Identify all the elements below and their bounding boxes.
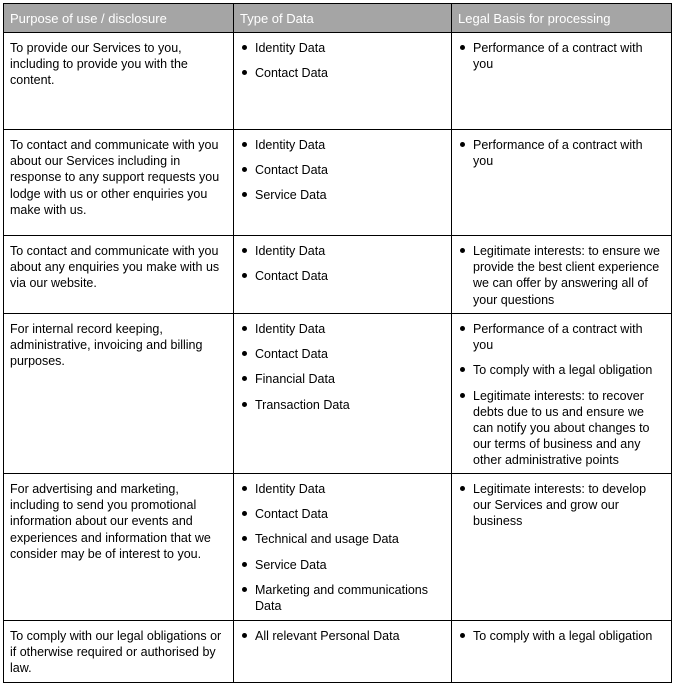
table-body — [4, 33, 672, 683]
legal-basis-item: To comply with a legal obligation — [458, 628, 665, 644]
legal-basis-list — [458, 481, 665, 530]
type-of-data-item: Contact Data — [240, 65, 445, 81]
purpose-cell: To contact and communicate with you about our Services including in response to any support requests you lodge with us or other enquiries you make with us. — [4, 130, 234, 236]
purpose-cell: To provide our Services to you, including to provide you with the content. — [4, 33, 234, 130]
type-of-data-cell — [234, 130, 452, 236]
legal-basis-item: To comply with a legal obligation — [458, 362, 665, 378]
legal-basis-item: Performance of a contract with you — [458, 137, 665, 169]
type-of-data-item: Service Data — [240, 187, 445, 203]
table-row — [4, 33, 672, 130]
legal-basis-item: Performance of a contract with you — [458, 40, 665, 72]
type-of-data-item: Identity Data — [240, 137, 445, 153]
type-of-data-cell — [234, 33, 452, 130]
type-of-data-item: Identity Data — [240, 243, 445, 259]
header-type-of-data: Type of Data — [234, 4, 452, 33]
type-of-data-item: Technical and usage Data — [240, 531, 445, 547]
legal-basis-item: Legitimate interests: to recover debts due to us and ensure we can notify you about changes to our terms of business and any other administrative points — [458, 388, 665, 469]
purpose-cell: For internal record keeping, administrative, invoicing and billing purposes. — [4, 314, 234, 474]
table-row — [4, 130, 672, 236]
legal-basis-cell — [452, 33, 672, 130]
type-of-data-list — [240, 321, 445, 413]
type-of-data-item: Contact Data — [240, 268, 445, 284]
type-of-data-item: All relevant Personal Data — [240, 628, 445, 644]
type-of-data-list — [240, 137, 445, 204]
legal-basis-cell — [452, 474, 672, 621]
type-of-data-item: Contact Data — [240, 346, 445, 362]
table-row — [4, 621, 672, 683]
table-header-row — [4, 4, 672, 33]
legal-basis-cell — [452, 621, 672, 683]
table-row — [4, 236, 672, 314]
legal-basis-item: Legitimate interests: to develop our Services and grow our business — [458, 481, 665, 530]
type-of-data-item: Financial Data — [240, 371, 445, 387]
legal-basis-item: Legitimate interests: to ensure we provide the best client experience we can offer by answering all of your questions — [458, 243, 665, 308]
purpose-cell: To contact and communicate with you about any enquiries you make with us via our website. — [4, 236, 234, 314]
purpose-cell: For advertising and marketing, including to send you promotional information about our events and experiences and information that we consider may be of interest to you. — [4, 474, 234, 621]
type-of-data-cell — [234, 236, 452, 314]
legal-basis-cell — [452, 130, 672, 236]
type-of-data-list — [240, 243, 445, 284]
legal-basis-list — [458, 137, 665, 169]
type-of-data-cell — [234, 621, 452, 683]
legal-basis-list — [458, 628, 665, 644]
header-legal-basis: Legal Basis for processing — [452, 4, 672, 33]
legal-basis-list — [458, 40, 665, 72]
legal-basis-list — [458, 321, 665, 469]
legal-basis-cell — [452, 236, 672, 314]
type-of-data-list — [240, 40, 445, 81]
legal-basis-cell — [452, 314, 672, 474]
legal-basis-list — [458, 243, 665, 308]
type-of-data-item: Marketing and communications Data — [240, 582, 445, 614]
data-use-table — [3, 3, 672, 683]
table-row — [4, 474, 672, 621]
type-of-data-item: Contact Data — [240, 162, 445, 178]
type-of-data-item: Contact Data — [240, 506, 445, 522]
type-of-data-item: Service Data — [240, 557, 445, 573]
table-row — [4, 314, 672, 474]
type-of-data-list — [240, 481, 445, 614]
purpose-cell: To comply with our legal obligations or if otherwise required or authorised by law. — [4, 621, 234, 683]
header-purpose: Purpose of use / disclosure — [4, 4, 234, 33]
type-of-data-item: Identity Data — [240, 481, 445, 497]
type-of-data-item: Identity Data — [240, 40, 445, 56]
data-use-table-container — [3, 3, 672, 683]
type-of-data-list — [240, 628, 445, 644]
type-of-data-cell — [234, 314, 452, 474]
legal-basis-item: Performance of a contract with you — [458, 321, 665, 353]
type-of-data-item: Identity Data — [240, 321, 445, 337]
type-of-data-item: Transaction Data — [240, 397, 445, 413]
type-of-data-cell — [234, 474, 452, 621]
